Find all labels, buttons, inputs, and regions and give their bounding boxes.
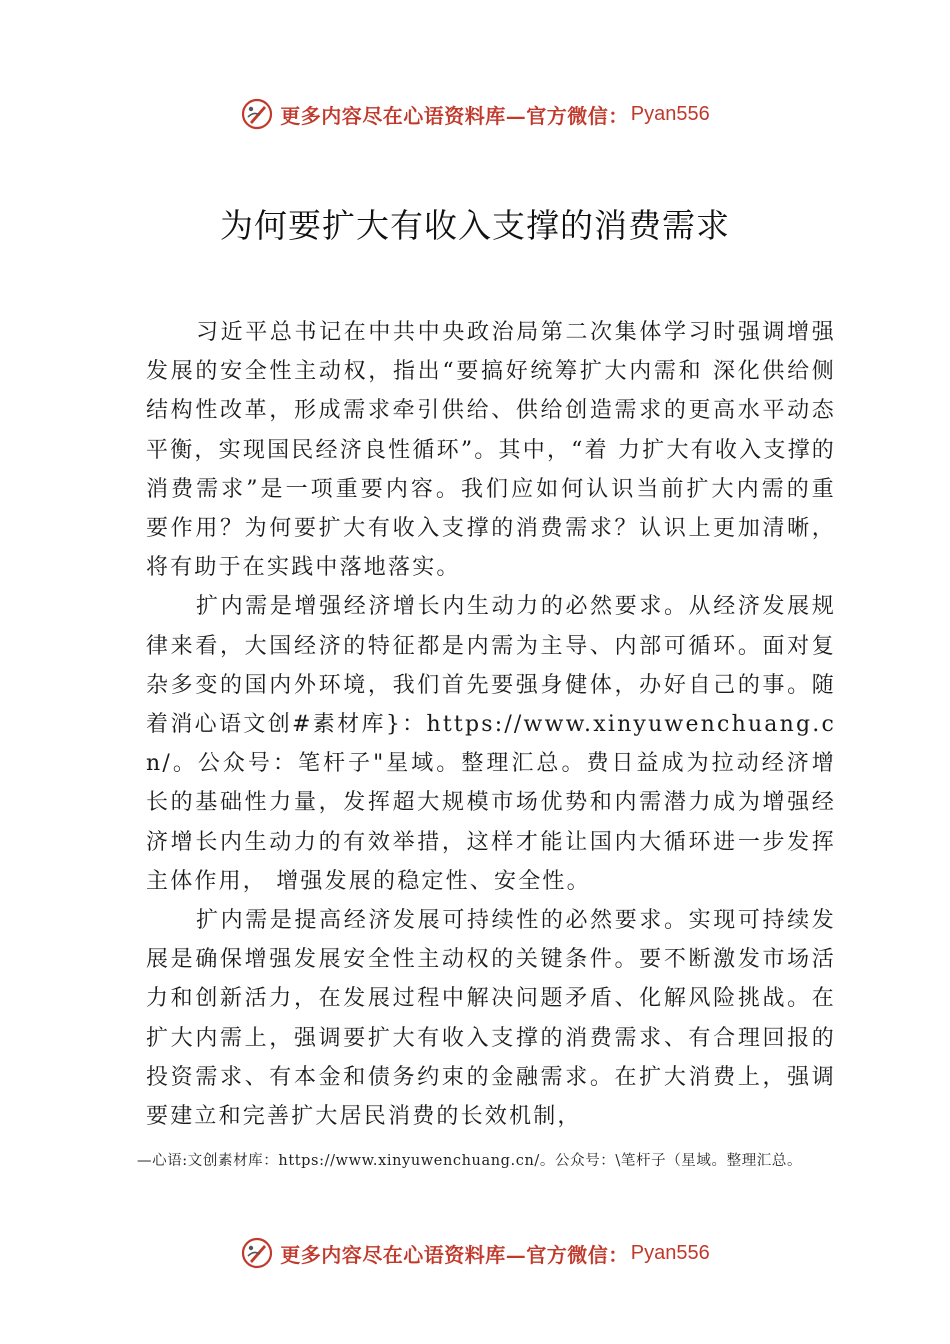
article-body	[146, 313, 836, 1136]
footer-banner	[0, 1233, 950, 1273]
paragraph-2: 扩内需是增强经济增长内生动力的必然要求。从经济发展规律来看，大国经济的特征都是内需为主导、内部可循环。面对复杂多变的国内外环境，我们首先要强身健体，办好自己的事。随着消心语文创#素材库}：https://www.xinyuwenchuang.cn/。公众号：笔杆子"星域。整理汇总。费日益成为拉动经济增长的基础性力量，发挥超大规模市场优势和内需潜力成为增强经济增长内生动力的有效举措，这样才能让国内大循环进一步发挥主体作用， 增强发展的稳定性、安全性。	[146, 594, 836, 894]
quill-seal-icon	[240, 97, 274, 131]
paragraph-3: 扩内需是提高经济发展可持续性的必然要求。实现可持续发展是确保增强发展安全性主动权的关键条件。要不断激发市场活力和创新活力，在发展过程中解决问题矛盾、化解风险挑战。在扩大内需上，强调要扩大有收入支撑的消费需求、有合理回报的投资需求、有本金和债务约束的金融需求。在扩大消费上，强调要建立和完善扩大居民消费的长效机制，	[146, 908, 836, 1130]
quill-seal-icon	[240, 1236, 274, 1270]
header-banner	[0, 94, 950, 134]
paragraph-1: 习近平总书记在中共中央政治局第二次集体学习时强调增强发展的安全性主动权，指出“要搞好统筹扩大内需和 深化供给侧结构性改革，形成需求牵引供给、供给创造需求的更高水平动态平衡，实现国民经济良性循环”。其中，“着 力扩大有收入支撑的消费需求”是一项重要内容。我们应如何认识当前扩大内需的重要作用？为何要扩大有收入支撑的消费需求？认识上更加清晰，将有助于在实践中落地落实。	[146, 320, 836, 581]
page-title: 为何要扩大有收入支撑的消费需求	[220, 206, 730, 245]
footer-brand-text: 更多内容尽在心语资料库—官方微信：	[280, 1242, 629, 1267]
header-brand-text: 更多内容尽在心语资料库—官方微信：	[280, 103, 629, 128]
footnote: —心语:文创素材库：https://www.xinyuwenchuang.cn/。公众号：\笔杆子（星域。整理汇总。	[137, 1153, 803, 1169]
header-brand-handle: Pyan556	[630, 102, 710, 125]
footer-brand-handle: Pyan556	[630, 1241, 710, 1264]
